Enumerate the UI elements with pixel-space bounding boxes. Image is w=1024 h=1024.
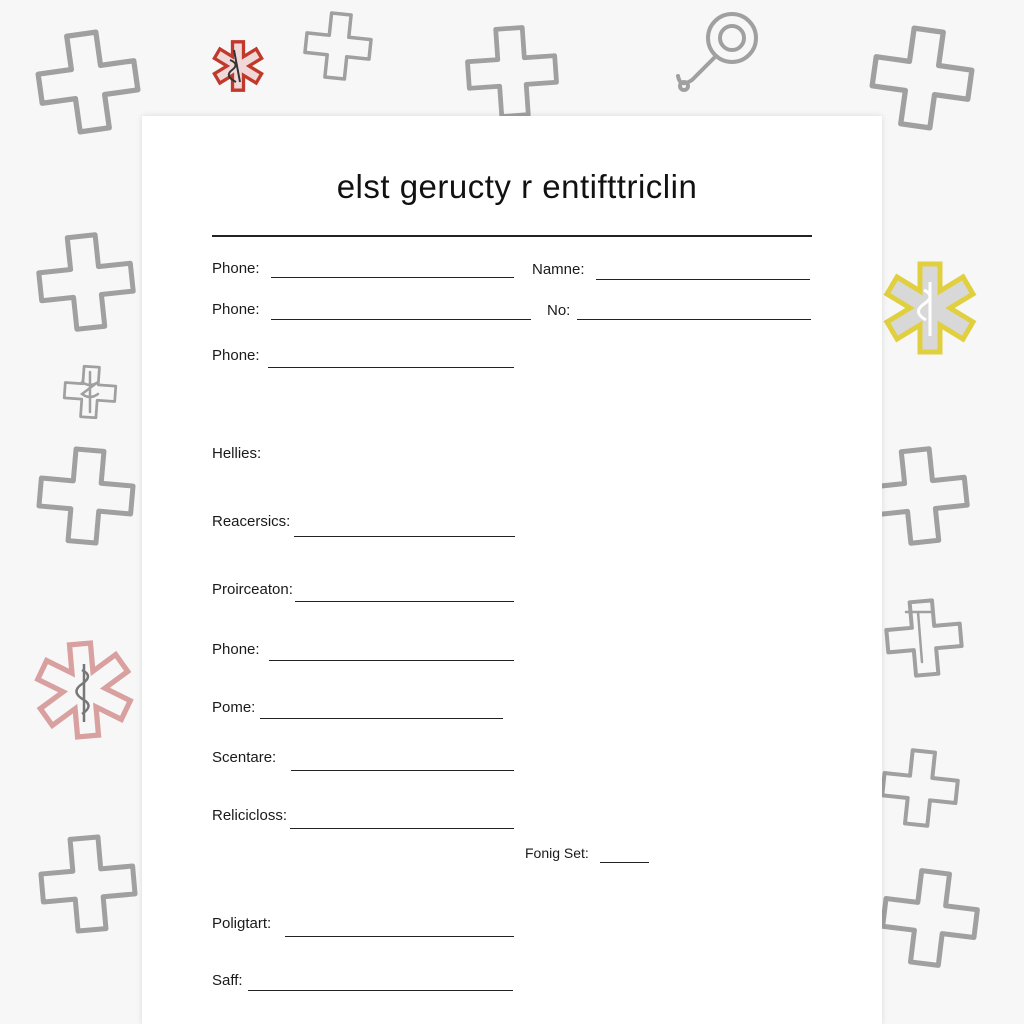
- medical-cross-icon: [303, 11, 374, 82]
- scentare-field[interactable]: [291, 770, 514, 771]
- form-title: elst geructy r entifttriclin: [336, 168, 698, 205]
- saff-label: Saff:: [212, 972, 243, 989]
- star-of-life-icon: [214, 42, 261, 90]
- medical-cross-icon: [38, 834, 138, 934]
- medical-cross-icon: [36, 446, 136, 546]
- form-sheet: [142, 116, 882, 1024]
- phone-label: Phone:: [212, 641, 260, 658]
- star-of-life-icon: [35, 640, 133, 740]
- phone-label: Phone:: [212, 260, 260, 277]
- stethoscope-icon: [678, 14, 756, 90]
- medical-cross-icon: [465, 25, 558, 118]
- phone-field[interactable]: [268, 367, 514, 368]
- fonig-set-label: Fonig Set:: [525, 845, 589, 861]
- medical-cross-icon: [867, 23, 976, 132]
- medical-cross-icon: [880, 748, 961, 829]
- fonig-set-field[interactable]: [600, 862, 649, 863]
- scentare-label: Scentare:: [212, 749, 277, 766]
- hellies-label: Hellies:: [212, 445, 262, 462]
- phone-field[interactable]: [271, 319, 531, 320]
- medical-cross-icon: [879, 867, 982, 970]
- phone-field[interactable]: [271, 277, 514, 278]
- proirceaton-field[interactable]: [295, 601, 514, 602]
- phone-label: Phone:: [212, 347, 260, 364]
- name-label: Namne:: [532, 261, 585, 278]
- poligtart-label: Poligtart:: [212, 915, 272, 932]
- pome-label: Pome:: [212, 699, 256, 716]
- title-divider: [212, 235, 812, 237]
- name-field[interactable]: [596, 279, 810, 280]
- reacersics-label: Reacersics:: [212, 513, 291, 530]
- reacersics-field[interactable]: [294, 536, 515, 537]
- medical-cross-icon: [884, 598, 964, 678]
- star-of-life-icon: [887, 264, 973, 352]
- pome-field[interactable]: [260, 718, 503, 719]
- no-field[interactable]: [577, 319, 811, 320]
- relicicloss-label: Relicicloss:: [212, 807, 288, 824]
- poligtart-field[interactable]: [285, 936, 514, 937]
- saff-field[interactable]: [248, 990, 513, 991]
- phone-label: Phone:: [212, 301, 260, 318]
- proirceaton-label: Proirceaton:: [212, 581, 293, 598]
- medical-cross-icon: [35, 231, 136, 332]
- phone-field[interactable]: [269, 660, 514, 661]
- medical-cross-icon: [869, 445, 970, 546]
- medical-cross-icon: [33, 27, 142, 136]
- no-label: No:: [547, 302, 571, 319]
- relicicloss-field[interactable]: [290, 828, 514, 829]
